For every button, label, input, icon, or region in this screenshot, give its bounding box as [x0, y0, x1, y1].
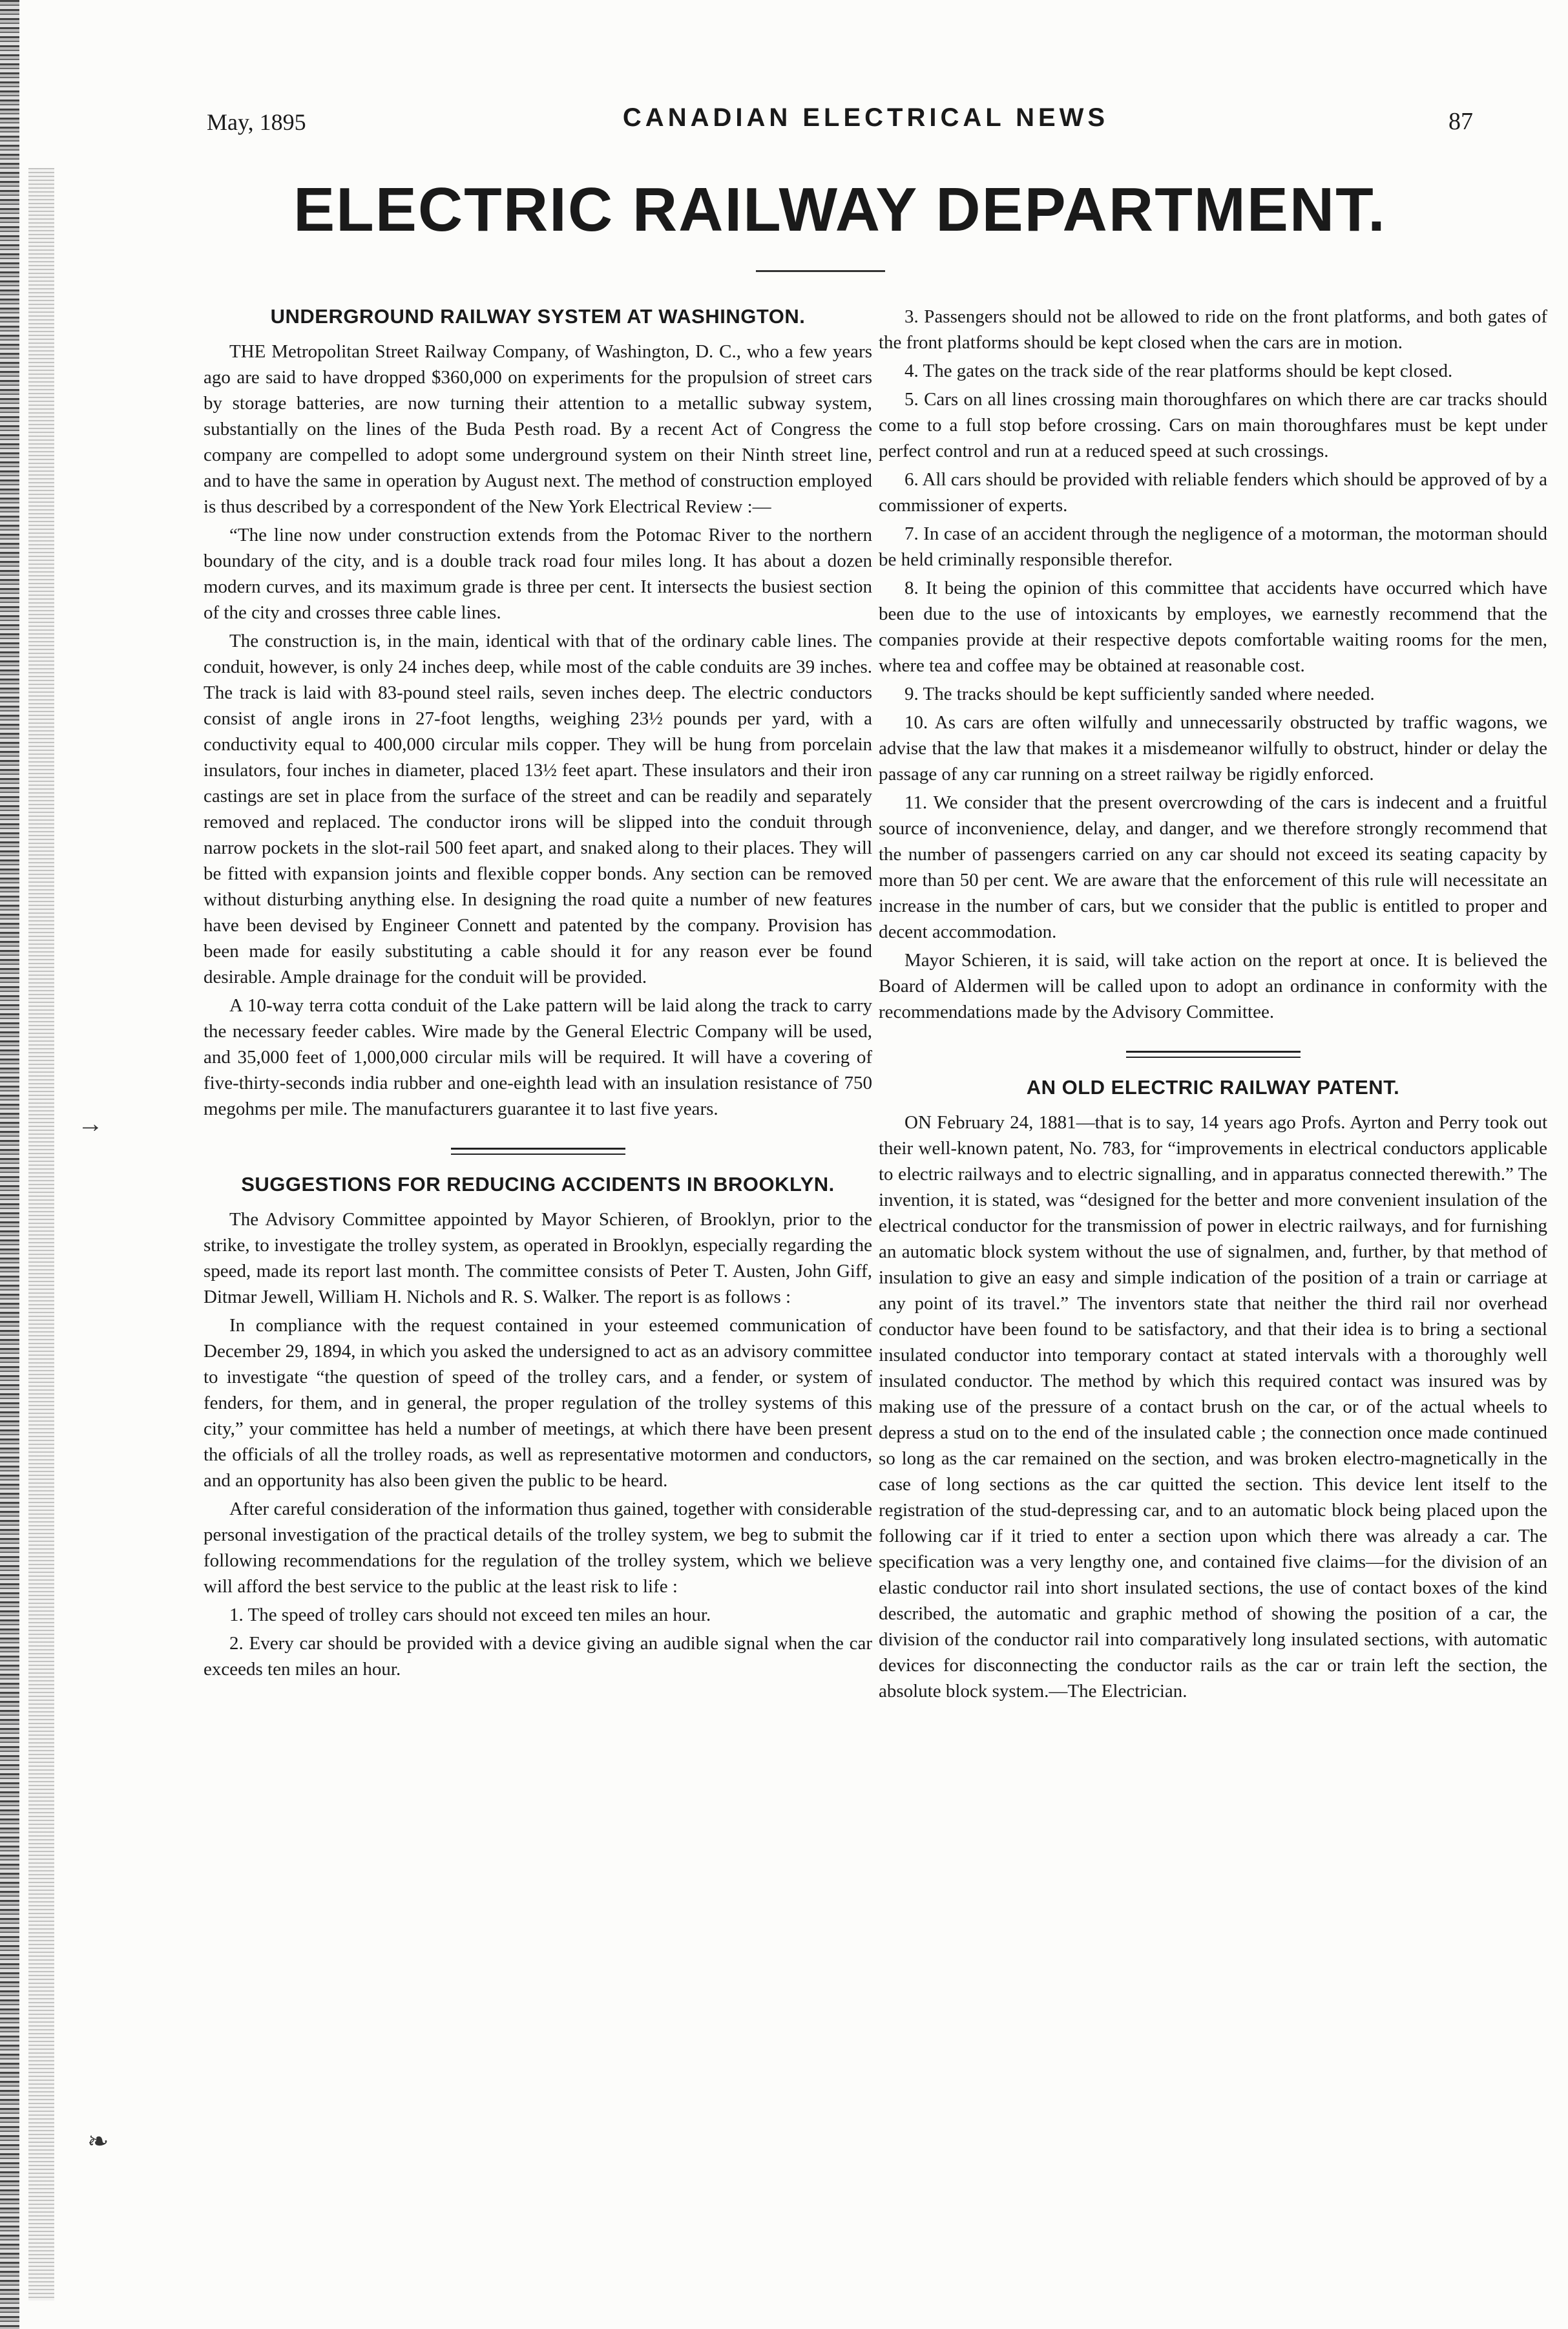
lead-word: THE: [229, 341, 266, 362]
page-binding-edge: [0, 0, 19, 2329]
article-paragraph: After careful consideration of the information thus gained, together with considerable personal investigation of the practical details of the trolley system, we beg to submit the following recommendations for the regulation of the trolley system, which we believe will afford the best service to the public at the least risk to life :: [204, 1499, 872, 1597]
article-title: AN OLD ELECTRIC RAILWAY PATENT.: [1026, 1076, 1400, 1099]
left-column: [204, 304, 872, 1685]
department-title: ELECTRIC RAILWAY DEPARTMENT.: [293, 175, 1386, 244]
article-title: SUGGESTIONS FOR REDUCING ACCIDENTS IN BROOKLYN.: [241, 1173, 835, 1196]
list-item: 11. We consider that the present overcrowding of the cars is indecent and a fruitful source of inconvenience, delay, and danger, and we therefore strongly recommend that the number of passengers carried on any car should not exceed its seating capacity by more than 50 per cent. We are aware that the enforcement of this rule will necessitate an increase in the number of cars, but we consider that the public is entitled to proper and decent accommodation.: [879, 792, 1547, 942]
article-brooklyn-accidents: [204, 1172, 872, 1682]
article-paragraph: Mayor Schieren, it is said, will take action on the report at once. It is believed the Board of Aldermen will be called upon to adopt an ordinance in conformity with the recommendations made by the Advisory Committee.: [879, 950, 1547, 1022]
article-old-patent: [879, 1075, 1547, 1704]
lead-word: ON: [904, 1112, 932, 1133]
article-paragraph: ON February 24, 1881—that is to say, 14 years ago Profs. Ayrton and Perry took out their well-known patent, No. 783, for “improvements in electrical conductors applicable to electric railways and to electric signalling, and in apparatus connected therewith.” The invention, it is stated, was “designed for the better and more convenient insulation of the electrical conductor for the transmission of power in electric railways, and for furnishing an automatic block system without the use of signalmen, and, further, by that method of insulation to give an easy and simple indication of the position of a train or carriage at any point of its travel.” The inventors state that neither the third rail nor overhead conductor have been found to be satisfactory, and that their idea is to bring a sectional insulated conductor into temporary contact at stated intervals with a thoroughly well insulated conductor. The method by which this required contact was insured was by making use of the pressure of a contact brush on the car, or of the actual wheels to depress a stud on to the end of the insulated cable ; the connection once made continued so long as the car remained on the section, and was broken electro-magnetically in the case of long sections as the car quitted the section. This device lent itself to the registration of the stud-depressing car, and to an automatic block being placed upon the following car if it tried to enter a section upon which there was already a car. The specification was a very lengthy one, and contained five claims—for the division of an elastic conductor rail into short insulated sections, the use of contact boxes of the kind described, the automatic and graphic method of showing the position of a car, the division of the conductor rail into comparatively long insulated sections, with automatic devices for disconnecting the conductor rails as the car or train left the section, the absolute block system.—The Electrician.: [879, 1112, 1548, 1702]
list-item: 3. Passengers should not be allowed to ride on the front platforms, and both gates of the front platforms should be kept closed when the cars are in motion.: [879, 306, 1547, 353]
margin-mark: →: [78, 1109, 103, 1138]
list-item: 10. As cars are often wilfully and unnecessarily obstructed by traffic wagons, we advise that the law that makes it a misdemeanor wilfully to obstruct, hinder or delay the passage of any car running on a street railway be rigidly enforced.: [879, 712, 1547, 785]
running-header: [207, 103, 1473, 142]
list-item: 2. Every car should be provided with a device giving an audible signal when the car exceeds ten miles an hour.: [204, 1633, 872, 1680]
article-paragraph: “The line now under construction extends from the Potomac River to the northern boundary of the city, and is a double track road four miles long. It has about a dozen modern curves, and its maximum grade is three per cent. It intersects the busiest section of the city and crosses three cable lines.: [204, 525, 872, 623]
binding-shadow: [28, 168, 54, 2301]
article-paragraph: A 10-way terra cotta conduit of the Lake pattern will be laid along the track to carry the necessary feeder cables. Wire made by the General Electric Company will be used, and 35,000 feet of 1,000,000 circular mils will be required. It will have a covering of five-thirty-seconds india rubber and one-eighth lead with an insulation resistance of 750 megohms per mile. The manufacturers guarantee it to last five years.: [204, 995, 872, 1119]
margin-mark: ❧: [87, 2127, 109, 2156]
list-item: 6. All cars should be provided with reliable fenders which should be approved of by a commissioner of experts.: [879, 469, 1547, 516]
list-item: 1. The speed of trolley cars should not exceed ten miles an hour.: [229, 1605, 711, 1625]
article-paragraph: The construction is, in the main, identical with that of the ordinary cable lines. The conduit, however, is only 24 inches deep, while most of the cable conduits are 39 inches. The track is laid with 83-pound steel rails, seven inches deep. The electric conductors consist of angle irons in 27-foot lengths, weighing 23½ pounds per yard, with a conductivity equal to 400,000 circular mils copper. They will be hung from porcelain insulators, four inches in diameter, placed 13½ feet apart. These insulators and their iron castings are set in place from the surface of the street and can be readily and separately removed and replaced. The conductor irons will be slipped into the conduit through narrow pockets in the slot-rail 500 feet apart, and snaked along to their places. They will be fitted with expansion joints and flexible copper bonds. Any section can be removed without disturbing anything else. In designing the road quite a number of new features have been devised by Engineer Connett and patented by the company. Provision has been made for easily substituting a cable should it for any reason ever be found desirable. Ample drainage for the conduit will be provided.: [204, 631, 872, 987]
journal-title: CANADIAN ELECTRICAL NEWS: [622, 103, 1109, 132]
right-column: [879, 304, 1547, 1707]
article-title: UNDERGROUND RAILWAY SYSTEM AT WASHINGTON.: [270, 305, 806, 328]
list-item: 5. Cars on all lines crossing main thoroughfares on which there are car tracks should come to a full stop before crossing. Cars on main thoroughfares must be kept under perfect control and run at a reduced speed at such crossings.: [879, 389, 1547, 461]
article-paragraph: The Advisory Committee appointed by Mayor Schieren, of Brooklyn, prior to the strike, to investigate the trolley system, as operated in Brooklyn, especially regarding the speed, made its report last month. The committee consists of Peter T. Austen, John Giff, Ditmar Jewell, William H. Nichols and R. S. Walker. The report is as follows :: [204, 1209, 872, 1307]
article-paragraph: In compliance with the request contained in your esteemed communication of December 29, 1894, in which you asked the undersigned to act as an advisory committee to investigate “the question of speed of the trolley cars, and a fender, or system of fenders, for them, and in general, the proper regulation of the trolley systems of this city,” your committee has held a number of meetings, at which there have been present the officials of all the trolley roads, as well as representative motormen and conductors, and an opportunity has also been given the public to be heard.: [204, 1315, 872, 1491]
article-brooklyn-continued: [879, 304, 1547, 1025]
page-number: 87: [1448, 108, 1473, 135]
list-item: 8. It being the opinion of this committee that accidents have occurred which have been due to the use of intoxicants by employes, we earnestly recommend that the companies provide at their respective depots comfortable waiting rooms for the men, where tea and coffee may be obtained at reasonable cost.: [879, 578, 1547, 676]
list-item: 7. In case of an accident through the negligence of a motorman, the motorman should be held criminally responsible therefor.: [879, 523, 1547, 570]
list-item: 9. The tracks should be kept sufficiently sanded where needed.: [904, 684, 1375, 704]
title-rule: [756, 270, 885, 272]
article-underground-railway: [204, 304, 872, 1122]
issue-date: May, 1895: [207, 109, 306, 135]
section-divider: [451, 1148, 625, 1155]
section-divider: [1126, 1051, 1301, 1058]
list-item: 4. The gates on the track side of the rear platforms should be kept closed.: [904, 361, 1453, 381]
article-paragraph: THE Metropolitan Street Railway Company, of Washington, D. C., who a few years ago are said to have dropped $360,000 on experiments for the propulsion of street cars by storage batteries, are now turning their attention to a metallic subway system, substantially on the lines of the Buda Pesth road. By a recent Act of Congress the company are compelled to adopt some underground system on their Ninth street line, and to have the same in operation by August next. The method of construction employed is thus described by a correspondent of the New York Electrical Review :—: [204, 341, 872, 517]
